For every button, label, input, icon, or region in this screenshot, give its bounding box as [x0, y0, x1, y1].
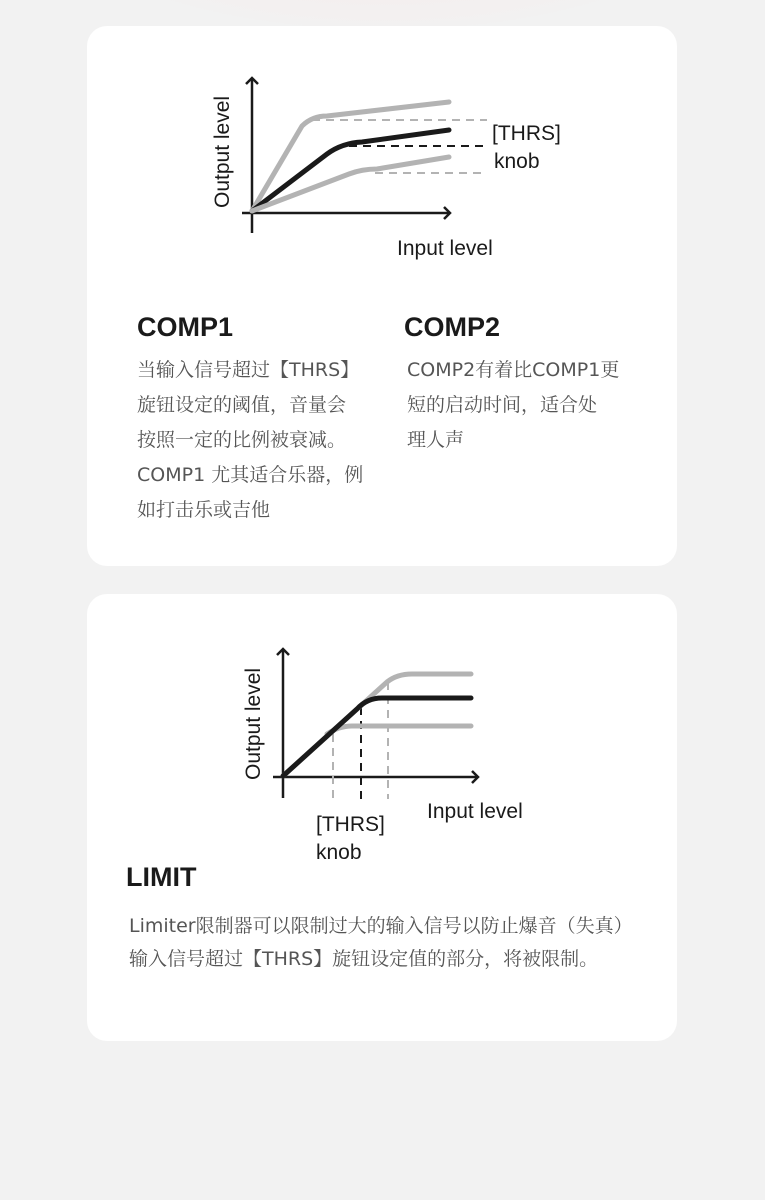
- comp-card: [87, 26, 677, 566]
- limit-desc-line: 输入信号超过【THRS】旋钮设定值的部分，将被限制。: [129, 948, 599, 970]
- y-axis-label: Output level: [242, 667, 265, 780]
- limit-diagram: [87, 594, 677, 874]
- comp1-desc-line: COMP1 尤其适合乐器，例: [137, 464, 364, 486]
- curve-lower: [327, 726, 471, 734]
- x-axis-label: Input level: [397, 237, 493, 260]
- comp-diagram: [87, 26, 677, 276]
- comp2-desc-line: 理人声: [407, 429, 465, 451]
- comp2-desc-line: COMP2有着比COMP1更: [407, 359, 620, 381]
- limit-card: [87, 594, 677, 1041]
- x-axis-label: Input level: [427, 800, 523, 823]
- curve-main: [283, 698, 471, 776]
- comp1-desc-line: 如打击乐或吉他: [137, 499, 271, 521]
- curve-upper: [252, 102, 449, 211]
- thrs-label: [THRS]: [316, 813, 385, 836]
- comp1-desc-line: 按照一定的比例被衰减。: [137, 429, 347, 451]
- comp1-title: COMP1: [137, 312, 234, 342]
- comp2-desc-line: 短的启动时间，适合处: [407, 394, 598, 416]
- y-axis-label: Output level: [211, 95, 234, 208]
- thrs-label: [THRS]: [492, 122, 561, 145]
- knob-label: knob: [494, 150, 540, 173]
- limit-title: LIMIT: [126, 862, 197, 892]
- comp2-title: COMP2: [404, 312, 501, 342]
- limit-description: [129, 910, 633, 976]
- comp1-desc-line: 旋钮设定的阈值，音量会: [137, 394, 347, 416]
- knob-label: knob: [316, 841, 362, 864]
- comp2-description: [407, 353, 619, 458]
- limit-desc-line: Limiter限制器可以限制过大的输入信号以防止爆音（失真）: [129, 915, 633, 937]
- comp1-desc-line: 当输入信号超过【THRS】: [137, 359, 360, 381]
- comp1-description: [137, 353, 363, 528]
